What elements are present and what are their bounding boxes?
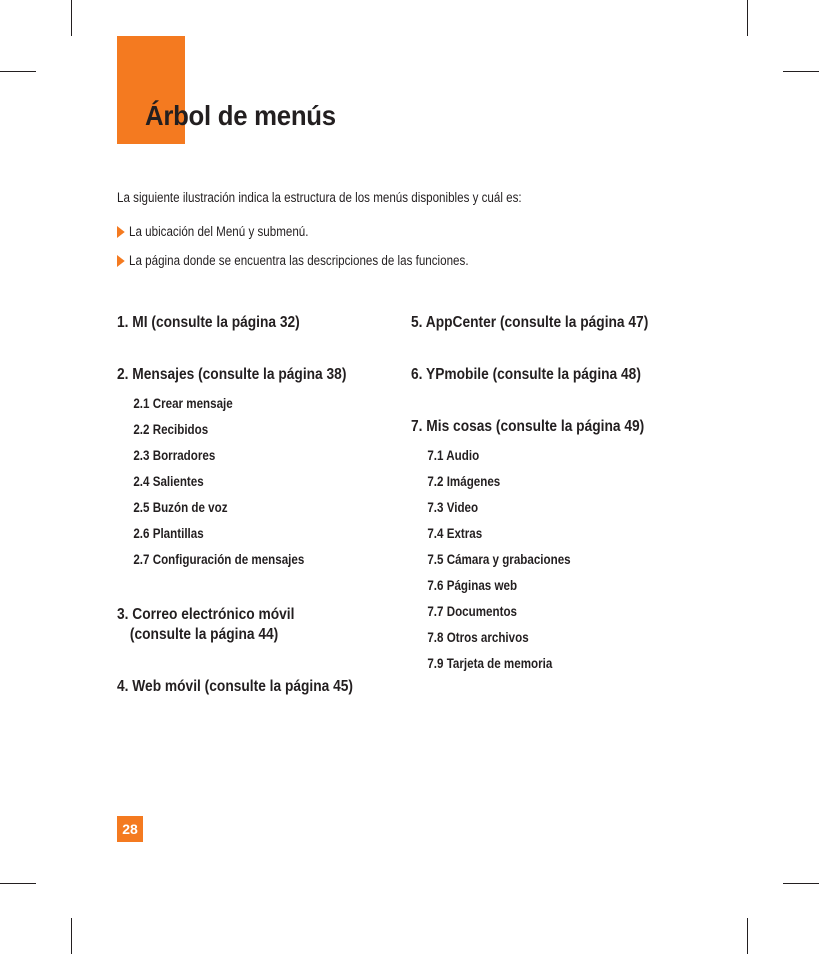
submenu-item: 2.4 Salientes (133, 474, 204, 489)
menu-item-mi (117, 313, 353, 333)
menu-item-mensajes (117, 365, 353, 573)
crop-mark (0, 883, 36, 884)
crop-mark (747, 918, 748, 954)
submenu-item: 7.6 Páginas web (427, 578, 518, 593)
submenu-item: 7.5 Cámara y grabaciones (427, 552, 571, 567)
crop-mark (783, 71, 819, 72)
crop-mark (747, 0, 748, 36)
submenu-item: 2.5 Buzón de voz (133, 500, 228, 515)
menu-item-correo (117, 605, 353, 645)
submenu-list (117, 391, 353, 573)
submenu-item: 2.7 Configuración de mensajes (133, 552, 305, 567)
submenu-item: 7.8 Otros archivos (427, 630, 529, 645)
page-title: Árbol de menús (145, 100, 336, 131)
menu-item-mis-cosas (411, 417, 648, 677)
crop-mark (783, 883, 819, 884)
submenu-item: 2.1 Crear mensaje (133, 396, 233, 411)
triangle-bullet-icon (117, 226, 125, 238)
menu-item-label: 2. Mensajes (consulte la página 38) (117, 366, 347, 383)
menu-item-label: 1. MI (consulte la página 32) (117, 314, 300, 331)
intro-bullet-text: La página donde se encuentra las descripciones de las funciones. (129, 252, 469, 268)
menu-item-label-continued: (consulte la página 44) (129, 626, 279, 643)
intro-bullet (117, 246, 522, 275)
submenu-item: 7.1 Audio (427, 448, 480, 463)
crop-mark (71, 918, 72, 954)
crop-mark (71, 0, 72, 36)
intro-bullet (117, 217, 522, 246)
menu-item-appcenter (411, 313, 648, 333)
intro-section (117, 188, 522, 275)
submenu-item: 7.2 Imágenes (427, 474, 501, 489)
submenu-item: 2.3 Borradores (133, 448, 216, 463)
submenu-item: 2.2 Recibidos (133, 422, 209, 437)
submenu-item: 7.4 Extras (427, 526, 483, 541)
submenu-item: 7.3 Video (427, 500, 479, 515)
intro-bullet-text: La ubicación del Menú y submenú. (129, 223, 309, 239)
menu-tree-right-column (411, 313, 648, 677)
submenu-item: 2.6 Plantillas (133, 526, 204, 541)
submenu-item: 7.9 Tarjeta de memoria (427, 656, 553, 671)
triangle-bullet-icon (117, 255, 125, 267)
menu-item-label: 5. AppCenter (consulte la página 47) (411, 314, 649, 331)
menu-item-label: 6. YPmobile (consulte la página 48) (411, 366, 641, 383)
menu-item-label: 4. Web móvil (consulte la página 45) (117, 678, 354, 695)
menu-item-label: 3. Correo electrónico móvil (117, 606, 295, 623)
submenu-item: 7.7 Documentos (427, 604, 518, 619)
submenu-list (411, 443, 648, 677)
menu-tree-left-column (117, 313, 353, 697)
intro-text: La siguiente ilustración indica la estructura de los menús disponibles y cuál es: (117, 190, 522, 205)
menu-item-label: 7. Mis cosas (consulte la página 49) (411, 418, 645, 435)
menu-item-web-movil (117, 677, 353, 697)
menu-item-ypmobile (411, 365, 648, 385)
crop-mark (0, 71, 36, 72)
page-number-badge: 28 (117, 816, 143, 842)
